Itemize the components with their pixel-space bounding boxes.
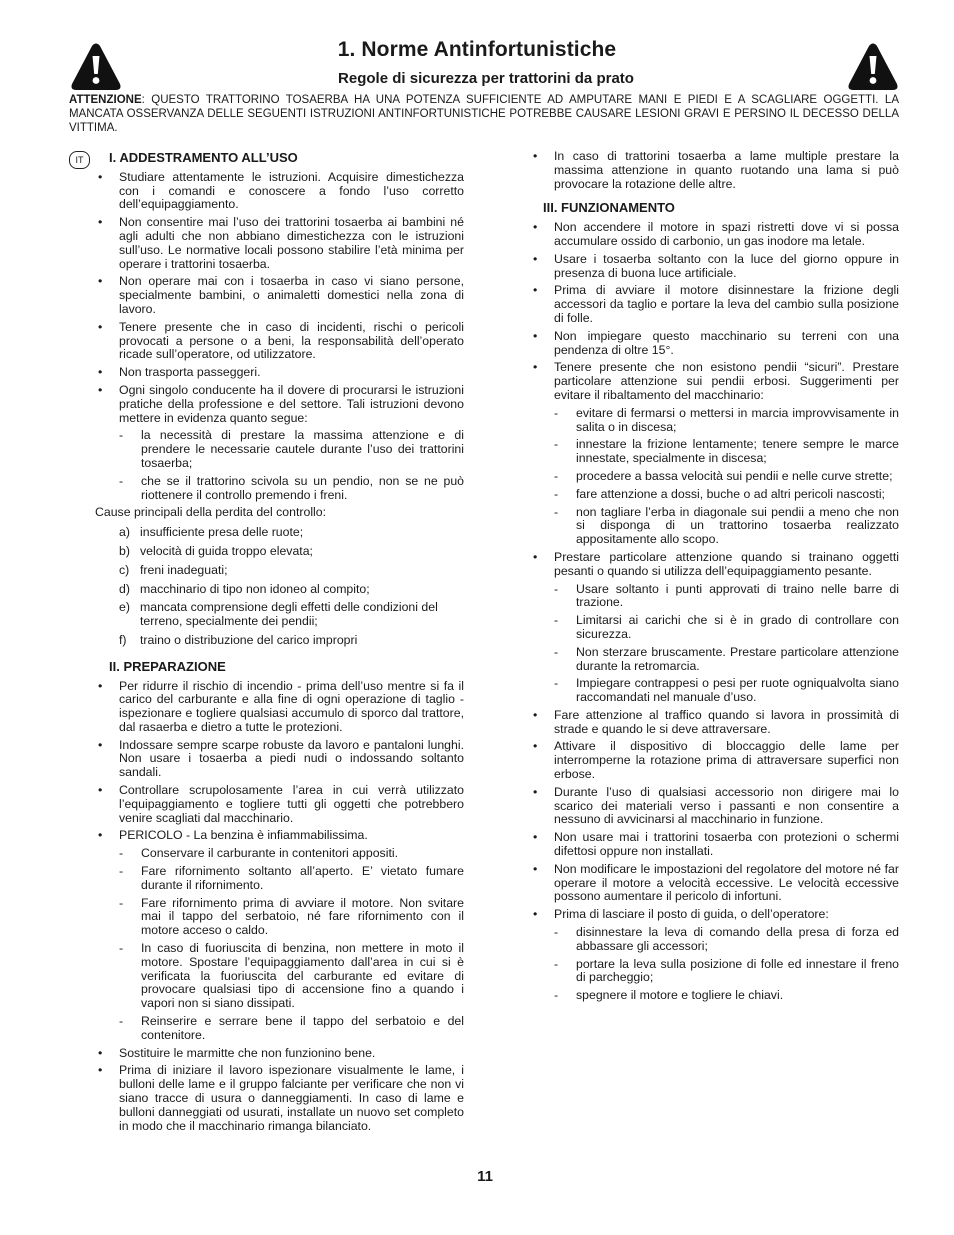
list-item: • Tenere presente che in caso di incidenti, rischi o pericoli provocati a persone o a beni, la responsabilità dell’operato ricade sull’operatore, od utilizzatore. xyxy=(69,321,464,362)
cause-item xyxy=(69,564,464,578)
sub-list-item: - Usare soltanto i punti approvati di traino nelle barre di trazione. xyxy=(554,583,899,611)
list-item: • Non consentire mai l’uso dei trattorini tosaerba ai bambini né agli adulti che non abbiano dimestichezza con le istruzioni sull’uso. Le normative locali possono stabilire l’età minima per operare i trattorini tosaerba. xyxy=(69,216,464,271)
page-title: 1. Norme Antinfortunistiche xyxy=(337,38,617,61)
cause-label: e) xyxy=(119,600,130,615)
sub-list-item: - Fare rifornimento soltanto all’aperto. E’ vietato fumare durante il rifornimento. xyxy=(119,865,464,893)
sub-list xyxy=(554,583,899,705)
cause-item xyxy=(69,526,464,540)
section-heading-operation: III. FUNZIONAMENTO xyxy=(543,200,675,216)
sub-list-item: - procedere a bassa velocità sui pendii e nelle curve strette; xyxy=(554,470,899,484)
list-item: • Controllare scrupolosamente l’area in cui verrà utilizzato l’equipaggiamento e togliere tutti gli oggetti che potrebbero venire scagliati dal macchinario. xyxy=(69,784,464,825)
list-item: • Non usare mai i trattorini tosaerba con protezioni o schermi difettosi oppure non installati. xyxy=(529,831,899,859)
sub-list-item: - spegnere il motore e togliere le chiavi. xyxy=(554,989,899,1003)
list-item: • Fare attenzione al traffico quando si lavora in prossimità di strade e quando le si deve attraversare. xyxy=(529,709,899,737)
list-item-text: Prima di lasciare il posto di guida, o dell’operatore: xyxy=(554,907,829,922)
sub-list-item: - che se il trattorino scivola su un pendio, non se ne può riottenere il controllo premendo i freni. xyxy=(119,475,464,503)
page-number: 11 xyxy=(477,1168,493,1185)
cause-label: d) xyxy=(119,581,130,596)
list-item: • Per ridurre il rischio di incendio - prima dell’uso mentre si fa il carico del carburante e alla fine di ogni operazione di taglio - ispezionare e togliere qualsiasi accumulo di sporco dal trattore, dal rasaerba e dietro a tutte le protezioni. xyxy=(69,680,464,735)
section-heading-preparation: II. PREPARAZIONE xyxy=(109,658,226,674)
sub-list-item: - In caso di fuoriuscita di benzina, non mettere in moto il motore. Spostare l’equipaggiamento dall’area in cui si è verificata la fuoriuscita del carburante ed evitare di provocare qualsiasi tipo di accensione fino a quando i vapori non si siano dissipati. xyxy=(119,942,464,1011)
list-item: • Studiare attentamente le istruzioni. Acquisire dimestichezza con i comandi e conoscere a fondo l’uso corretto dell’equipaggiamento. xyxy=(69,171,464,212)
sub-list-item: - Conservare il carburante in contenitori appositi. xyxy=(119,847,464,861)
list-item xyxy=(69,384,464,502)
list-item: • Indossare sempre scarpe robuste da lavoro e pantaloni lunghi. Non usare i tosaerba a piedi nudi o indossando soltanto sandali. xyxy=(69,739,464,780)
cause-text: traino o distribuzione del carico impropri xyxy=(140,632,358,647)
cause-label: a) xyxy=(119,525,130,540)
list-item xyxy=(529,551,899,705)
warning-label: ATTENZIONE xyxy=(69,94,142,106)
list-item: • Non operare mai con i tosaerba in caso vi siano persone, specialmente bambini, o animaletti domestici nella zona di lavoro. xyxy=(69,275,464,316)
list-item: • Attivare il dispositivo di bloccaggio delle lame per interromperne la rotazione prima di attraversare superfici non erbose. xyxy=(529,740,899,781)
sub-list-item: - innestare la frizione lentamente; tenere sempre le marce innestate, specialmente in discesa; xyxy=(554,438,899,466)
sub-list xyxy=(554,407,899,547)
sub-list-item: - fare attenzione a dossi, buche o ad altri pericoli nascosti; xyxy=(554,488,899,502)
cause-text: freni inadeguati; xyxy=(140,562,228,577)
sub-list xyxy=(119,429,464,502)
list-item: • Usare i tosaerba soltanto con la luce del giorno oppure in presenza di buona luce artificiale. xyxy=(529,253,899,281)
cause-text: macchinario di tipo non idoneo al compito; xyxy=(140,581,370,596)
cause-text: velocità di guida troppo elevata; xyxy=(140,543,313,558)
sub-list-item: - disinnestare la leva di comando della presa di forza ed abbassare gli accessori; xyxy=(554,926,899,954)
sub-list-item: - la necessità di prestare la massima attenzione e di prendere le necessarie cautele durante l’uso dei trattorini tosaerba; xyxy=(119,429,464,470)
left-column xyxy=(69,150,464,1137)
language-badge: IT xyxy=(69,151,90,169)
cause-text: mancata comprensione degli effetti delle condizioni del terreno, specialmente dei pendii; xyxy=(140,600,438,629)
sub-list-item: - evitare di fermarsi o mettersi in marcia improvvisamente in salita o in discesa; xyxy=(554,407,899,435)
preparation-list xyxy=(69,680,464,1134)
cause-label: f) xyxy=(119,632,127,647)
list-item: • Prima di iniziare il lavoro ispezionare visualmente le lame, i bulloni delle lame e il gruppo falciante per verificare che non vi siano tracce di usura o danneggiamenti. In caso di lame e bulloni danneggiati od usurati, installate un nuovo set completo in modo che il macchinario rimanga bilanciato. xyxy=(69,1064,464,1133)
causes-list xyxy=(69,526,464,648)
list-item xyxy=(529,361,899,547)
list-item: • Non trasporta passeggeri. xyxy=(69,366,464,380)
list-item: • Non impiegare questo macchinario su terreni con una pendenza di oltre 15°. xyxy=(529,330,899,358)
sub-list xyxy=(554,926,899,1003)
list-item-text: Ogni singolo conducente ha il dovere di procurarsi le istruzioni pratiche della professione e del settore. Tali istruzioni devono mettere in evidenza quanto segue: xyxy=(119,382,464,425)
list-item-text: Prestare particolare attenzione quando si trainano oggetti pesanti o quando si utilizza dell’equipaggiamento pesante. xyxy=(554,549,899,578)
right-column xyxy=(529,150,899,1007)
list-item xyxy=(69,829,464,1042)
warning-paragraph xyxy=(69,93,899,135)
causes-intro: Cause principali della perdita del controllo: xyxy=(95,505,327,520)
list-item: • Prima di avviare il motore disinnestare la frizione degli accessori da taglio e portare la leva del cambio sulla posizione di folle. xyxy=(529,284,899,325)
cause-label: b) xyxy=(119,543,130,558)
section-heading-training: I. ADDESTRAMENTO ALL’USO xyxy=(109,150,298,165)
sub-list-item: - non tagliare l’erba in diagonale sui pendii a meno che non si disponga di un trattorino tosaerba realizzato appositamente allo scopo. xyxy=(554,506,899,547)
cause-item xyxy=(69,601,464,629)
list-item xyxy=(529,908,899,1003)
list-item-text: Tenere presente che non esistono pendii “sicuri”. Prestare particolare attenzione sui pendii erbosi. Suggerimenti per evitare il ribaltamento del macchinario: xyxy=(554,360,899,402)
sub-list-item: - Impiegare contrappesi o pesi per ruote ogniqualvolta siano raccomandati nel manuale d’uso. xyxy=(554,677,899,705)
sub-list-item: - portare la leva sulla posizione di folle ed innestare il freno di parcheggio; xyxy=(554,958,899,986)
sub-list-item: - Reinserire e serrare bene il tappo del serbatoio e del contenitore. xyxy=(119,1015,464,1043)
sub-list-item: - Fare rifornimento prima di avviare il motore. Non svitare mai il tappo del serbatoio, né fare rifornimento con il motore acceso o caldo. xyxy=(119,897,464,938)
list-item: • Durante l’uso di qualsiasi accessorio non dirigere mai lo scarico dei materiali verso i passanti e non consentire a nessuno di avvicinarsi al macchinario in funzione. xyxy=(529,786,899,827)
page-subtitle: Regole di sicurezza per trattorini da prato xyxy=(338,70,634,87)
warning-body: : QUESTO TRATTORINO TOSAERBA HA UNA POTENZA SUFFICIENTE AD AMPUTARE MANI E PIEDI E A SCAGLIARE OGGETTI. LA MANCATA OSSERVANZA DELLE SEGUENTI ISTRUZIONI ANTINFORTUNISTICHE POTREBBE CAUSARE LESIONI GRAVI E PERSINO IL DECESSO DELLA VITTIMA. xyxy=(69,94,899,134)
list-item: • In caso di trattorini tosaerba a lame multiple prestare la massima attenzione in quanto ruotando una lama si può provocare la rotazione delle altre. xyxy=(529,150,899,191)
intro-list xyxy=(529,150,899,191)
cause-text: insufficiente presa delle ruote; xyxy=(140,525,304,540)
cause-item xyxy=(69,545,464,559)
operation-list xyxy=(529,221,899,1003)
sub-list-item: - Non sterzare bruscamente. Prestare particolare attenzione durante la retromarcia. xyxy=(554,646,899,674)
cause-item xyxy=(69,583,464,597)
sub-list xyxy=(119,847,464,1042)
list-item-text: PERICOLO - La benzina è infiammabilissima. xyxy=(119,828,368,843)
list-item: • Non modificare le impostazioni del regolatore del motore né far operare il motore a velocità eccessive. Le velocità eccessive possono aumentare il pericolo di infortuni. xyxy=(529,863,899,904)
training-list xyxy=(69,171,464,503)
sub-list-item: - Limitarsi ai carichi che si è in grado di controllare con sicurezza. xyxy=(554,614,899,642)
list-item: • Sostituire le marmitte che non funzionino bene. xyxy=(69,1047,464,1061)
cause-label: c) xyxy=(119,562,130,577)
list-item: • Non accendere il motore in spazi ristretti dove vi si possa accumulare ossido di carbonio, un gas inodore ma letale. xyxy=(529,221,899,249)
cause-item xyxy=(69,634,464,648)
